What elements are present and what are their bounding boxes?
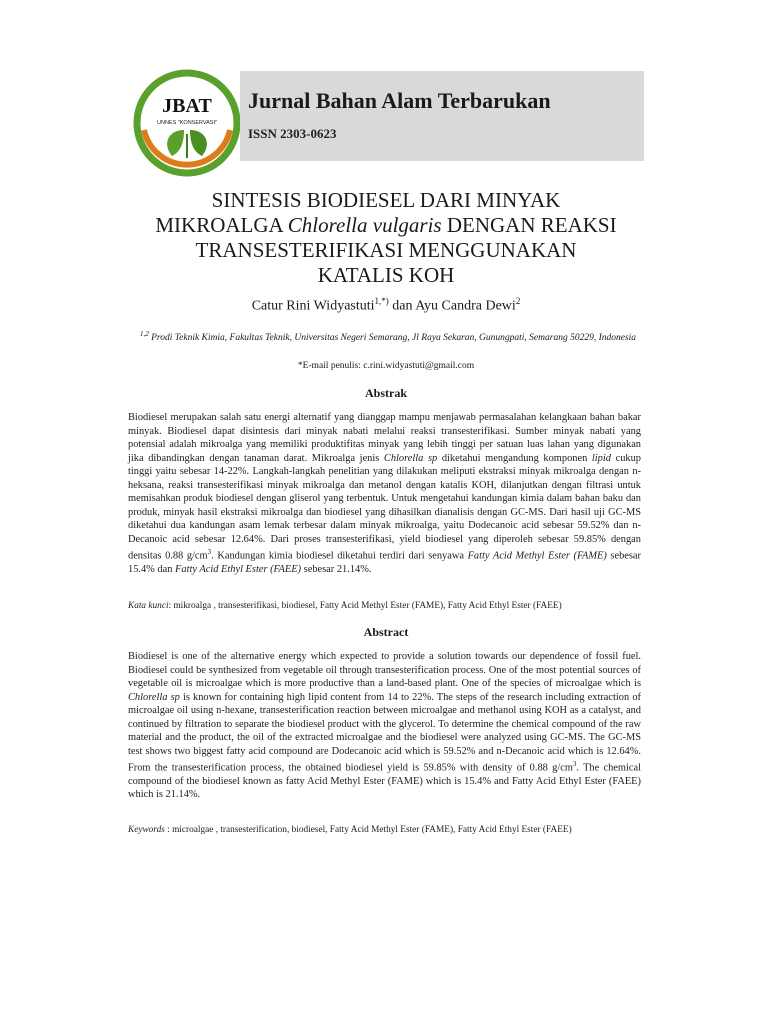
journal-logo	[132, 68, 242, 178]
title-line: SINTESIS BIODIESEL DARI MINYAK	[211, 188, 561, 212]
keywords: Keywords : microalgae , transesterification, biodiesel, Fatty Acid Methyl Ester (FAME), Fatty Acid Ethyl Ester (FAEE)	[128, 825, 572, 835]
author-name: Catur Rini Widyastuti	[251, 298, 375, 314]
title-line: KATALIS KOH	[317, 263, 455, 287]
kata-kunci: Kata kunci: mikroalga , transesterifikasi, biodiesel, Fatty Acid Methyl Ester (FAME), Fatty Acid Ethyl Ester (FAEE)	[128, 601, 562, 611]
title-line: TRANSESTERIFIKASI MENGGUNAKAN	[195, 238, 577, 262]
abstrak-body: Biodiesel merupakan salah satu energi alternatif yang dianggap mampu menjawab permasalahan kelangkaan bahan bakar minyak. Biodiesel dapat disintesis dari minyak nabati melalui reaksi transesterifikasi. Sumber minyak nabati yang potensial adalah mikroalga yang memiliki produktifitas minyak yang lebih tinggi per satuan luas lahan yang digunakan jika dibandingkan dengan tanaman darat. Mikroalga jenis Chlorella sp diketahui mengandung komponen lipid cukup tinggi yaitu sebesar 14-22%. Langkah-langkah penelitian yang dilakukan meliputi ekstraksi minyak mikroalga dengan n-heksana, reaksi transesterifikasi minyak mikroalga dan metanol dengan katalis KOH, dilanjutkan dengan filtrasi untuk memisahkan produk biodiesel dengan gliserol yang terbentuk. Untuk mengetahui kandungan kimia dalam bahan baku dan produk, minyak hasil ekstraksi mikroalga dan biodiesel yang dihasilkan dianalisis dengan GC-MS. Dari hasil uji GC-MS diketahui dua kandungan asam lemak terbesar dalam minyak mikroalga, yaitu Dodecanoic acid sebesar 59.52% dan n-Decanoic acid sebesar 12.64%. Dari proses transesterifikasi, yield biodiesel yang diperoleh sebesar 59.85% dengan densitas 0.88 $g/cm^3$. Kandungan kimia biodiesel diketahui terdiri dari senyawa Fatty Acid Methyl Ester (FAME) sebesar 15.4% dan Fatty Acid Ethyl Ester (FAEE) sebesar 21.14%.	[128, 412, 641, 575]
leaf-icon	[167, 130, 184, 156]
title-line: MIKROALGA Chlorella vulgaris DENGAN REAKSI	[155, 213, 617, 237]
journal-name: Jurnal Bahan Alam Terbarukan	[248, 88, 551, 113]
journal-header-box	[240, 71, 644, 161]
corresponding-email: *E-mail penulis: c.rini.widyastuti@gmail.com	[297, 361, 475, 371]
abstrak-heading: Abstrak	[364, 386, 407, 400]
affiliation: $^{1,2}$ Prodi Teknik Kimia, Fakultas Teknik, Universitas Negeri Semarang, Jl Raya Sekaran, Gunungpati, Semarang 50229, Indonesia	[139, 330, 637, 344]
leaf-icon	[190, 130, 207, 156]
authors: Catur Rini Widyastuti$^{1,*)}$ dan Ayu Candra Dewi$^2$	[251, 296, 521, 314]
logo-text: JBAT	[162, 95, 212, 117]
abstract-body: Biodiesel is one of the alternative energy which expected to provide a solution towards our dependence of fossil fuel. Biodiesel could be synthesized from vegetable oil through transesterification process. One of the most potential sources of vegetable oil is microalgae which is more productive than a land-based plant. One of the species of microalgae which is Chlorella sp is known for containing high lipid content from 14 to 22%. The steps of the research including extraction of microalgae oil using n-hexane, transesterification reaction between microalgae and methanol using KOH as a catalyst, and continued by filtration to separate the biodiesel product with the glycerol. To determine the chemical compound of the raw material and the product, the oil of the extracted microalgae and the biodiesel were analyzed using GC-MS. The GC-MS test shows two biggest fatty acid compound are Dodecanoic acid which is 59.52% and n-Decanoic acid which is 12.64%. From the transesterification process, the obtained biodiesel yield is 59.85% with density of 0.88 $g/cm^3$. The chemical compound of the biodiesel known as fatty Acid Methyl Ester (FAME) which is 15.4% and Fatty Acid Ethyl Ester (FAEE) which is 21.14%.	[128, 651, 641, 801]
stem-icon	[186, 134, 188, 158]
logo-subtext: UNNES "KONSERVASI"	[157, 120, 217, 126]
paper-title	[128, 188, 644, 288]
abstract-heading: Abstract	[363, 625, 409, 639]
author-name: Ayu Candra Dewi	[415, 298, 516, 314]
issn: ISSN 2303-0623	[248, 126, 337, 141]
